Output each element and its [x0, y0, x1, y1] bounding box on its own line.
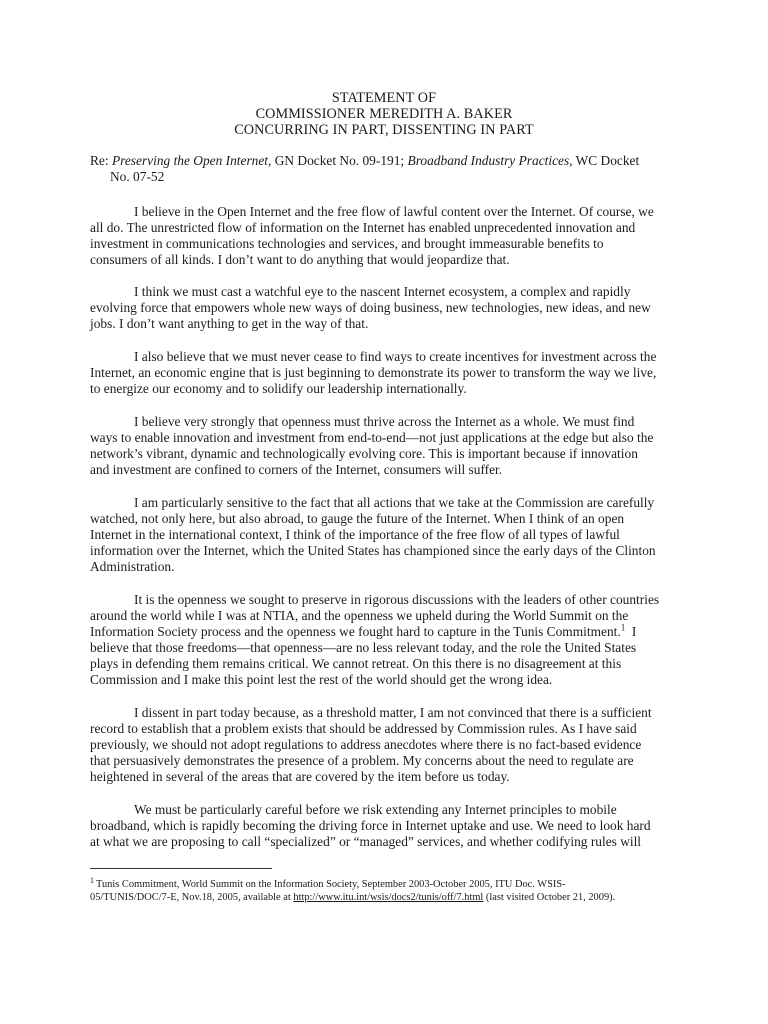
footnote-line-2: [90, 891, 615, 904]
paragraph-4-line-3: network’s vibrant, dynamic and technologically evolving core. This is important because if innovation: [90, 446, 638, 461]
footnote-line-1: [90, 875, 566, 891]
footnote-line-2-pre: 05/TUNIS/DOC/7-E, Nov.18, 2005, available at: [90, 892, 291, 903]
paragraph-1-line-4: consumers of all kinds. I don’t want to do anything that would jeopardize that.: [90, 252, 510, 267]
footnote-separator: [90, 868, 272, 869]
paragraph-5-line-4: information over the Internet, which the United States has championed since the early days of the Clinton: [90, 543, 656, 558]
paragraph-7-line-5: heightened in several of the areas that are covered by the item before us today.: [90, 769, 510, 784]
paragraph-2-line-3: jobs. I don’t want anything to get in the way of that.: [90, 316, 369, 331]
footnote-reference-1[interactable]: 1: [620, 622, 626, 633]
paragraph-7-line-4: that persuasively demonstrates the presence of a problem. My concerns about the need to regulate are: [90, 753, 634, 768]
paragraph-5-line-2: watched, not only here, but also abroad, to gauge the future of the Internet. When I think of an open: [90, 511, 625, 526]
re-docket-2: , WC Docket: [569, 153, 640, 168]
paragraph-4-line-2: ways to enable innovation and investment from end-to-end—not just applications at the edge but also the: [90, 430, 654, 445]
paragraph-4-line-4: and investment are confined to corners of the Internet, consumers will suffer.: [90, 462, 503, 477]
footnote-number: 1: [90, 875, 94, 885]
paragraph-1-line-1: I believe in the Open Internet and the free flow of lawful content over the Internet. Of course, we: [134, 204, 654, 219]
paragraph-7-line-3: previously, we should not adopt regulations to address anecdotes where there is no fact-based evidence: [90, 737, 642, 752]
re-title-2: Broadband Industry Practices: [407, 153, 570, 168]
paragraph-6-line-2: around the world while I was at NTIA, and the openness we upheld during the World Summit on the: [90, 608, 629, 623]
paragraph-6-line-1: It is the openness we sought to preserve in rigorous discussions with the leaders of other countries: [134, 592, 660, 607]
paragraph-6-line-5: plays in defending them remains critical. We cannot retreat. On this there is no disagreement at this: [90, 656, 622, 671]
paragraph-7-line-1: I dissent in part today because, as a threshold matter, I am not convinced that there is a sufficient: [134, 705, 652, 720]
footnote-line-1-text: Tunis Commitment, World Summit on the Information Society, September 2003-October 2005, ITU Doc. WSIS-: [96, 879, 566, 890]
paragraph-8-line-1: We must be particularly careful before we risk extending any Internet principles to mobile: [134, 802, 617, 817]
paragraph-2-line-1: I think we must cast a watchful eye to the nascent Internet ecosystem, a complex and rapidly: [134, 284, 631, 299]
paragraph-6-line-3: [90, 624, 636, 640]
re-docket-1: , GN Docket No. 09-191;: [268, 153, 405, 168]
paragraph-6-line-3-tail: I: [631, 624, 637, 639]
paragraph-6-line-4: believe that those freedoms—that openness—are no less relevant today, and the role the United States: [90, 640, 637, 655]
paragraph-3-line-2: Internet, an economic engine that is just beginning to demonstrate its power to transform the way we live,: [90, 365, 657, 380]
statement-heading-line1: STATEMENT OF: [331, 90, 437, 106]
re-continuation: No. 07-52: [110, 169, 165, 184]
paragraph-5-line-5: Administration.: [90, 559, 175, 574]
paragraph-3-line-3: to energize our economy and to solidify our leadership internationally.: [90, 381, 467, 396]
paragraph-4-line-1: I believe very strongly that openness must thrive across the Internet as a whole. We must find: [134, 414, 635, 429]
re-title-1: Preserving the Open Internet: [111, 153, 269, 168]
paragraph-3-line-1: I also believe that we must never cease to find ways to create incentives for investment across the: [134, 349, 657, 364]
footnote-line-2-post: (last visited October 21, 2009).: [485, 892, 616, 903]
re-line: [90, 153, 639, 169]
paragraph-6-line-6: Commission and I make this point lest the rest of the world should get the wrong idea.: [90, 672, 553, 687]
statement-heading-line2: COMMISSIONER MEREDITH A. BAKER: [255, 106, 513, 122]
paragraph-5-line-3: Internet in the international context, I think of the importance of the free flow of all types of lawful: [90, 527, 620, 542]
paragraph-5-line-1: I am particularly sensitive to the fact that all actions that we take at the Commission are carefully: [134, 495, 655, 510]
paragraph-8-line-2: broadband, which is rapidly becoming the driving force in Internet uptake and use. We need to look hard: [90, 818, 651, 833]
statement-heading-line3: CONCURRING IN PART, DISSENTING IN PART: [234, 122, 534, 138]
paragraph-6-line-3-text: Information Society process and the openness we fought hard to capture in the Tunis Commitment.: [90, 624, 621, 639]
footnote-link[interactable]: http://www.itu.int/wsis/docs2/tunis/off/7.html: [293, 892, 484, 903]
paragraph-7-line-2: record to establish that a problem exists that should be addressed by Commission rules. As I have said: [90, 721, 637, 736]
paragraph-8-line-3: at what we are proposing to call “specialized” or “managed” services, and whether codifying rules will: [90, 834, 642, 849]
paragraph-1-line-3: investment in communications technologies and services, and brought immeasurable benefits to: [90, 236, 604, 251]
re-prefix: Re:: [90, 153, 109, 168]
paragraph-2-line-2: evolving force that empowers whole new ways of doing business, new technologies, new ideas, and new: [90, 300, 651, 315]
paragraph-1-line-2: all do. The unrestricted flow of information on the Internet has enabled unprecedented innovation and: [90, 220, 636, 235]
